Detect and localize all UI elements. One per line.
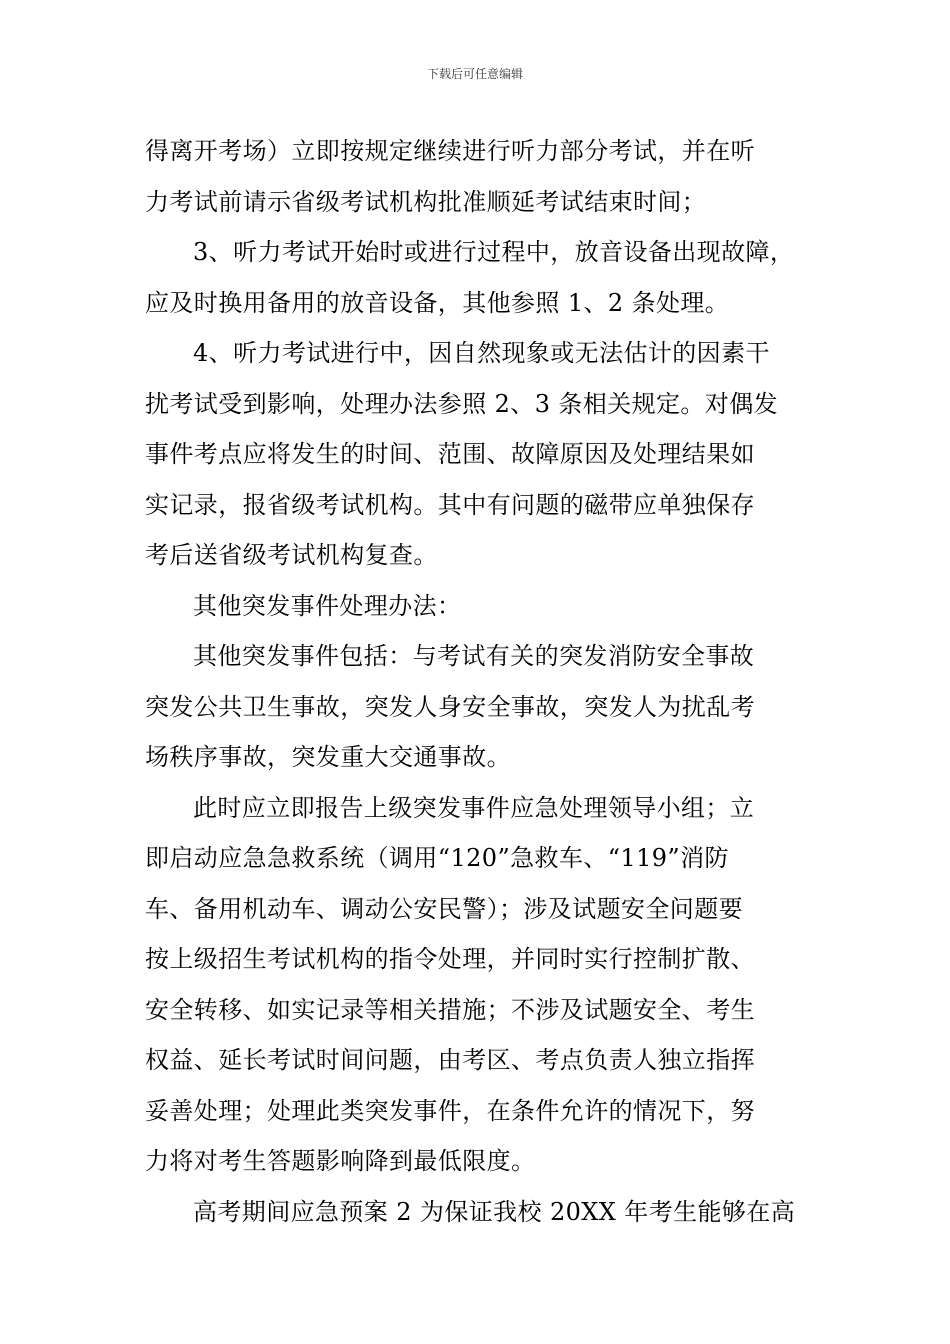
text-line: 事件考点应将发生的时间、范围、故障原因及处理结果如 <box>145 440 755 468</box>
text-line: 应及时换用备用的放音设备，其他参照 1、2 条处理。 <box>145 288 730 317</box>
text-line: 考后送省级考试机构复查。 <box>145 541 438 569</box>
text-line: 实记录，报省级考试机构。其中有问题的磁带应单独保存 <box>145 490 755 519</box>
text-line: 其他突发事件包括：与考试有关的突发消防安全事故 <box>193 642 755 670</box>
text-line: 权益、延长考试时间问题，由考区、考点负责人独立指挥 <box>145 1046 755 1074</box>
text-line: 按上级招生考试机构的指令处理，并同时实行控制扩散、 <box>145 945 755 973</box>
page-header: 下载后可任意编辑 <box>426 67 523 81</box>
text-line: 3、听力考试开始时或进行过程中，放音设备出现故障， <box>193 238 795 266</box>
text-line: 其他突发事件处理办法： <box>193 591 462 620</box>
text-line: 妥善处理；处理此类突发事件，在条件允许的情况下，努 <box>145 1096 755 1125</box>
text-line: 力考试前请示省级考试机构批准顺延考试结束时间； <box>145 187 707 216</box>
text-line: 4、听力考试进行中，因自然现象或无法估计的因素干 <box>193 339 770 367</box>
text-line: 扰考试受到影响，处理办法参照 2、3 条相关规定。对偶发 <box>145 389 778 418</box>
text-line: 安全转移、如实记录等相关措施；不涉及试题安全、考生 <box>145 995 755 1024</box>
text-line: 此时应立即报告上级突发事件应急处理领导小组；立 <box>193 793 755 822</box>
document-body <box>145 126 815 1237</box>
text-line: 即启动应急急救系统（调用“120”急救车、“119”消防 <box>145 844 729 872</box>
text-line: 高考期间应急预案 2 为保证我校 20XX 年考生能够在高 <box>193 1197 796 1226</box>
text-line: 车、备用机动车、调动公安民警）；涉及试题安全问题要 <box>145 894 743 923</box>
text-line: 突发公共卫生事故，突发人身安全事故，突发人为扰乱考 <box>145 692 755 721</box>
text-line: 力将对考生答题影响降到最低限度。 <box>145 1147 536 1175</box>
text-line: 场秩序事故，突发重大交通事故。 <box>145 743 511 771</box>
text-line: 得离开考场）立即按规定继续进行听力部分考试，并在听 <box>145 137 755 165</box>
